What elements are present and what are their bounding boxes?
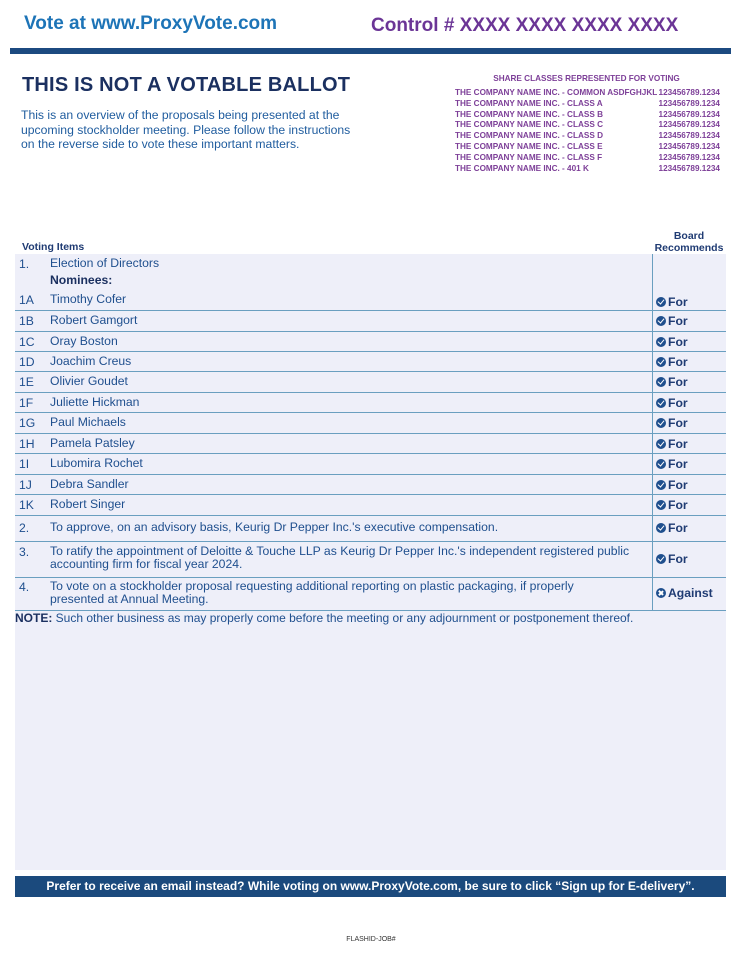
nominees-label: Nominees:	[50, 273, 113, 287]
board-recommendation	[656, 355, 688, 369]
board-recommendation	[656, 335, 688, 349]
nominee-row	[15, 454, 726, 475]
board-recommendation	[656, 295, 688, 309]
nominee-row	[15, 352, 726, 372]
nominee-name: Paul Michaels	[50, 415, 126, 429]
nominee-row	[15, 393, 726, 413]
board-recommendation	[656, 314, 688, 328]
share-class-value: 123456789.1234	[658, 109, 720, 119]
proposal-text: To approve, on an advisory basis, Keurig Dr Pepper Inc.'s executive compensation.	[50, 520, 499, 534]
item-number: 1.	[19, 257, 30, 271]
share-class-row	[455, 131, 720, 142]
share-class-name: THE COMPANY NAME INC. - CLASS E	[455, 141, 603, 151]
share-class-value: 123456789.1234	[658, 120, 720, 130]
flash-id: FLASHID-JOB#	[346, 936, 396, 943]
header-divider	[10, 48, 731, 54]
proposal-row	[15, 542, 726, 578]
voting-items-header: Voting Items	[22, 241, 85, 253]
recommendation-label: Against	[668, 586, 713, 600]
share-class-row	[455, 120, 720, 131]
nominee-name: Debra Sandler	[50, 477, 129, 491]
nominee-name: Olivier Goudet	[50, 374, 128, 388]
recommendation-label: For	[668, 521, 688, 535]
share-class-name: THE COMPANY NAME INC. - CLASS D	[455, 131, 603, 141]
proposal-text: To vote on a stockholder proposal requesting additional reporting on plastic packaging, if properly presented at Annual Meeting.	[50, 579, 574, 606]
nominee-name: Timothy Cofer	[50, 292, 127, 306]
recommendation-label: For	[668, 552, 688, 566]
share-class-row	[455, 142, 720, 153]
share-class-name: THE COMPANY NAME INC. - CLASS C	[455, 120, 603, 130]
election-row	[15, 257, 726, 293]
proposal-text: To ratify the appointment of Deloitte & Touche LLP as Keurig Dr Pepper Inc.'s independent registered public accounting firm for fiscal year 2024.	[50, 544, 630, 571]
nominee-name: Robert Singer	[50, 497, 126, 511]
proposal-row	[15, 516, 726, 542]
share-class-name: THE COMPANY NAME INC. - CLASS F	[455, 152, 603, 162]
nominee-number: 1F	[19, 396, 34, 410]
share-class-value: 123456789.1234	[658, 131, 720, 141]
nominee-number: 1D	[19, 355, 35, 369]
nominee-row	[15, 372, 726, 393]
nominee-number: 1K	[19, 498, 34, 512]
nominee-name: Pamela Patsley	[50, 436, 135, 450]
share-class-value: 123456789.1234	[658, 152, 720, 162]
board-recommends-header	[646, 231, 732, 254]
share-class-name: THE COMPANY NAME INC. - 401 K	[455, 163, 589, 173]
share-class-row	[455, 110, 720, 121]
check-circle-icon	[656, 377, 666, 387]
board-recommendation	[656, 375, 688, 389]
nominee-name: Lubomira Rochet	[50, 456, 143, 470]
nominee-name: Juliette Hickman	[50, 395, 140, 409]
control-number: Control # XXXX XXXX XXXX XXXX	[371, 15, 679, 36]
nominee-name: Oray Boston	[50, 334, 118, 348]
note-body: Such other business as may properly come before the meeting or any adjournment or postponement thereof.	[52, 611, 634, 625]
check-circle-icon	[656, 554, 666, 564]
nominee-row	[15, 475, 726, 495]
recommendation-label: For	[668, 457, 688, 471]
share-class-name: THE COMPANY NAME INC. - COMMON ASDFGHJKL	[455, 88, 658, 97]
recommendation-label: For	[668, 437, 688, 451]
recommendation-label: For	[668, 396, 688, 410]
nominee-name: Robert Gamgort	[50, 313, 138, 327]
board-recommendation	[656, 498, 688, 512]
recommendation-label: For	[668, 498, 688, 512]
check-circle-icon	[656, 480, 666, 490]
proposal-row	[15, 578, 726, 611]
nominee-row	[15, 293, 726, 311]
board-recommendation	[656, 416, 688, 430]
nominee-number: 1E	[19, 375, 34, 389]
share-class-row	[455, 99, 720, 110]
nominee-row	[15, 332, 726, 352]
board-recommendation	[656, 521, 688, 535]
recommendation-label: For	[668, 355, 688, 369]
nominee-number: 1A	[19, 293, 34, 307]
vote-url-heading: Vote at www.ProxyVote.com	[24, 13, 278, 34]
note-label: NOTE:	[15, 611, 53, 625]
note-text	[15, 611, 726, 625]
nominee-number: 1B	[19, 314, 34, 328]
check-circle-icon	[656, 357, 666, 367]
nominee-number: 1J	[19, 478, 32, 492]
nominee-number: 1G	[19, 416, 36, 430]
nominee-row	[15, 434, 726, 454]
board-recommendation	[656, 552, 688, 566]
nominee-number: 1H	[19, 437, 35, 451]
e-delivery-banner: Prefer to receive an email instead? While voting on www.ProxyVote.com, be sure to click “Sign up for E-delivery”.	[15, 876, 726, 897]
board-recommendation	[656, 437, 688, 451]
board-label: Board	[673, 230, 705, 242]
share-class-value: 123456789.1234	[658, 141, 720, 151]
nominee-number: 1I	[19, 457, 30, 471]
check-circle-icon	[656, 500, 666, 510]
share-class-name: THE COMPANY NAME INC. - CLASS B	[455, 109, 603, 119]
recommends-label: Recommends	[654, 241, 724, 254]
share-class-name: THE COMPANY NAME INC. - CLASS A	[455, 98, 603, 108]
nominee-row	[15, 311, 726, 332]
board-recommendation	[656, 586, 713, 600]
board-recommendation	[656, 478, 688, 492]
recommendation-label: For	[668, 335, 688, 349]
board-recommendation	[656, 457, 688, 471]
share-classes-table	[455, 88, 720, 174]
proposal-number: 3.	[19, 545, 30, 559]
proposal-number: 4.	[19, 580, 30, 594]
check-circle-icon	[656, 459, 666, 469]
recommendation-label: For	[668, 375, 688, 389]
board-recommendation	[656, 396, 688, 410]
check-circle-icon	[656, 418, 666, 428]
check-circle-icon	[656, 523, 666, 533]
nominee-row	[15, 413, 726, 434]
check-circle-icon	[656, 297, 666, 307]
recommendation-label: For	[668, 295, 688, 309]
share-class-row	[455, 164, 720, 175]
x-circle-icon	[656, 588, 666, 598]
nominee-number: 1C	[19, 335, 35, 349]
share-class-row	[455, 88, 720, 99]
share-class-value: 123456789.1234	[658, 98, 720, 108]
share-class-row	[455, 153, 720, 164]
share-class-value: 123456789.1234	[658, 163, 720, 173]
share-class-value: 123456789.1234	[658, 88, 720, 97]
check-circle-icon	[656, 337, 666, 347]
check-circle-icon	[656, 398, 666, 408]
check-circle-icon	[656, 439, 666, 449]
check-circle-icon	[656, 316, 666, 326]
recommendation-label: For	[668, 416, 688, 430]
proposal-number: 2.	[19, 521, 30, 535]
share-classes-heading: SHARE CLASSES REPRESENTED FOR VOTING	[493, 74, 680, 83]
nominee-name: Joachim Creus	[50, 354, 132, 368]
recommendation-label: For	[668, 314, 688, 328]
recommendation-label: For	[668, 478, 688, 492]
nominee-row	[15, 495, 726, 516]
intro-text: This is an overview of the proposals being presented at the upcoming stockholder meeting. Please follow the instructions on the reverse side to vote these important matters.	[21, 108, 351, 151]
item-text: Election of Directors	[50, 256, 160, 270]
ballot-title: THIS IS NOT A VOTABLE BALLOT	[22, 74, 351, 96]
